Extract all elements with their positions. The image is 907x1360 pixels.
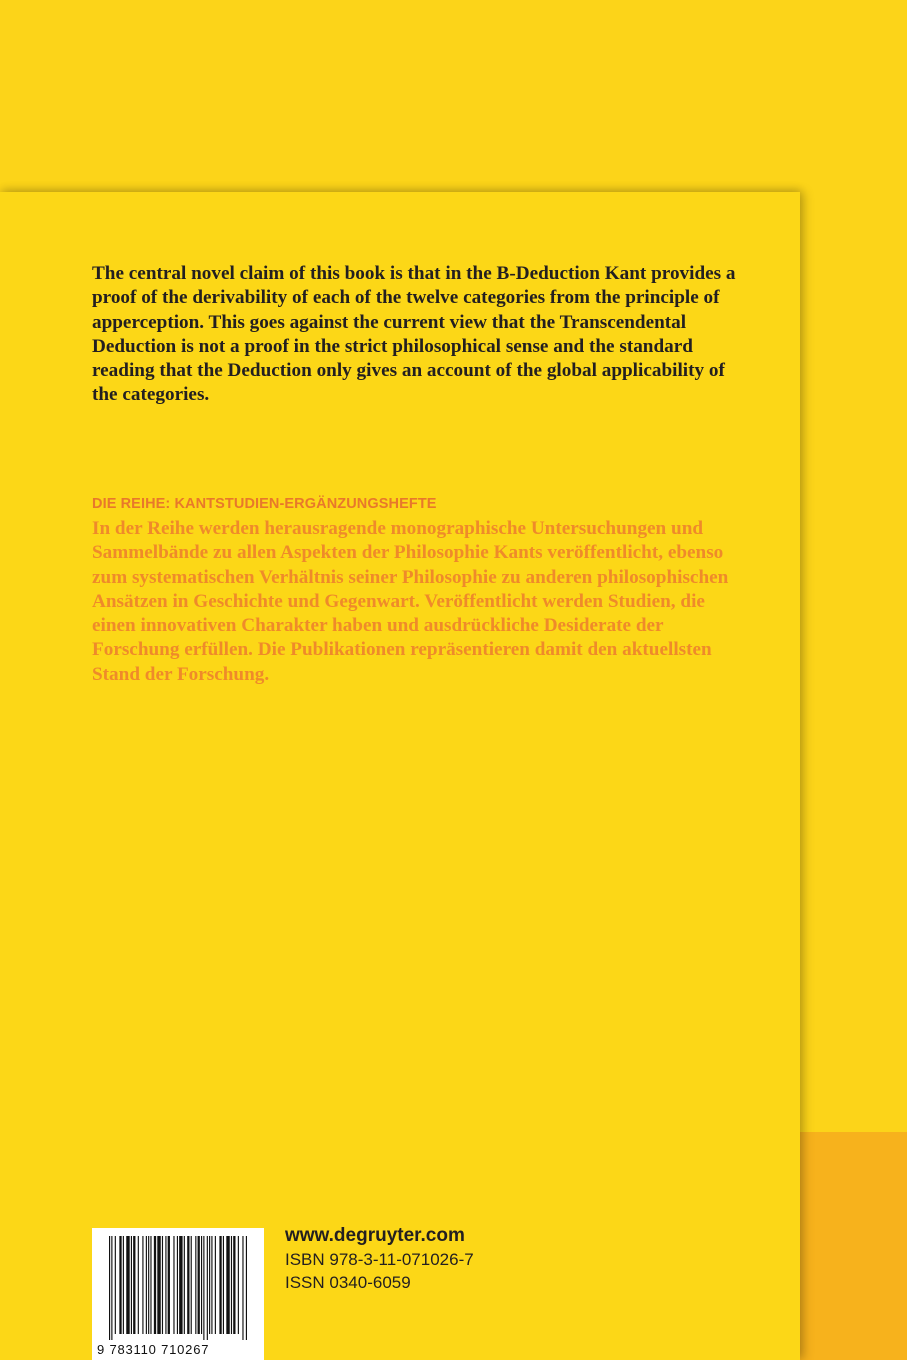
barcode-bar: [226, 1236, 229, 1334]
barcode-bar: [246, 1236, 247, 1340]
barcode-bar: [133, 1236, 135, 1334]
barcode-bar: [162, 1236, 163, 1334]
barcode-bar: [150, 1236, 151, 1334]
barcode-bar: [191, 1236, 192, 1334]
barcode-bar: [115, 1236, 116, 1334]
series-title: DIE REIHE: KANTSTUDIEN-ERGÄNZUNGSHEFTE: [92, 496, 437, 512]
barcode-bar: [111, 1236, 112, 1340]
barcode-bar: [146, 1236, 147, 1334]
issn-number: ISSN 0340-6059: [285, 1273, 411, 1292]
barcode-bar: [187, 1236, 189, 1334]
barcode-bar: [223, 1236, 224, 1334]
barcode-bar: [154, 1236, 156, 1334]
barcode-bar: [184, 1236, 185, 1334]
barcode-bar: [198, 1236, 200, 1334]
barcode-bar: [173, 1236, 174, 1334]
series-description: In der Reihe werden herausragende monographische Untersuchungen und Sammelbände zu allen Aspekten der Philosophie Kants veröffentlicht, ebenso zum systematischen Verhältnis seiner Philosophie zu anderen philosophischen Ansätzen in Geschichte und Gegenwart. Veröffentlicht werden Studien, die einen innovativen Charakter haben und ausdrückliche Desiderate der Forschung erfüllen. Die Publikationen repräsentieren damit den aktuellsten Stand der Forschung.: [92, 518, 729, 685]
barcode-bars: [109, 1236, 249, 1340]
book-blurb: The central novel claim of this book is that in the B-Deduction Kant provides a proof of the derivability of each of the twelve categories from the principle of apperception. This goes against the current view that the Transcendental Deduction is not a proof in the strict philosophical sense and the standard reading that the Deduction only gives an account of the global applicability of the categories.: [92, 263, 736, 406]
barcode-bar: [209, 1236, 210, 1334]
publisher-info: [285, 1224, 474, 1294]
barcode-bar: [207, 1236, 208, 1340]
barcode-bar: [242, 1236, 243, 1340]
barcode-bar: [142, 1236, 143, 1334]
barcode-bar: [126, 1236, 129, 1334]
barcode-bar: [203, 1236, 204, 1340]
isbn-number: ISBN 978-3-11-071026-7: [285, 1250, 474, 1269]
barcode-bar: [165, 1236, 166, 1334]
barcode-bar: [168, 1236, 170, 1334]
barcode-bar: [219, 1236, 221, 1334]
barcode-bar: [238, 1236, 239, 1334]
barcode-bar: [109, 1236, 110, 1340]
barcode-bar: [157, 1236, 160, 1334]
barcode-bar: [201, 1236, 202, 1334]
barcode-bar: [195, 1236, 196, 1334]
barcode-bar: [148, 1236, 149, 1334]
orange-corner-strip: [800, 1132, 907, 1360]
barcode-bar: [179, 1236, 182, 1334]
barcode-bar: [215, 1236, 216, 1334]
barcode-bar: [177, 1236, 178, 1334]
barcode-bar: [119, 1236, 121, 1334]
barcode: [92, 1228, 264, 1360]
barcode-bar: [131, 1236, 132, 1334]
barcode-bar: [231, 1236, 232, 1334]
barcode-bar: [233, 1236, 235, 1334]
barcode-bar: [211, 1236, 212, 1334]
publisher-website[interactable]: www.degruyter.com: [285, 1225, 465, 1246]
barcode-digits: 9 783110 710267: [97, 1342, 210, 1357]
barcode-bar: [123, 1236, 124, 1334]
barcode-bar: [138, 1236, 139, 1334]
